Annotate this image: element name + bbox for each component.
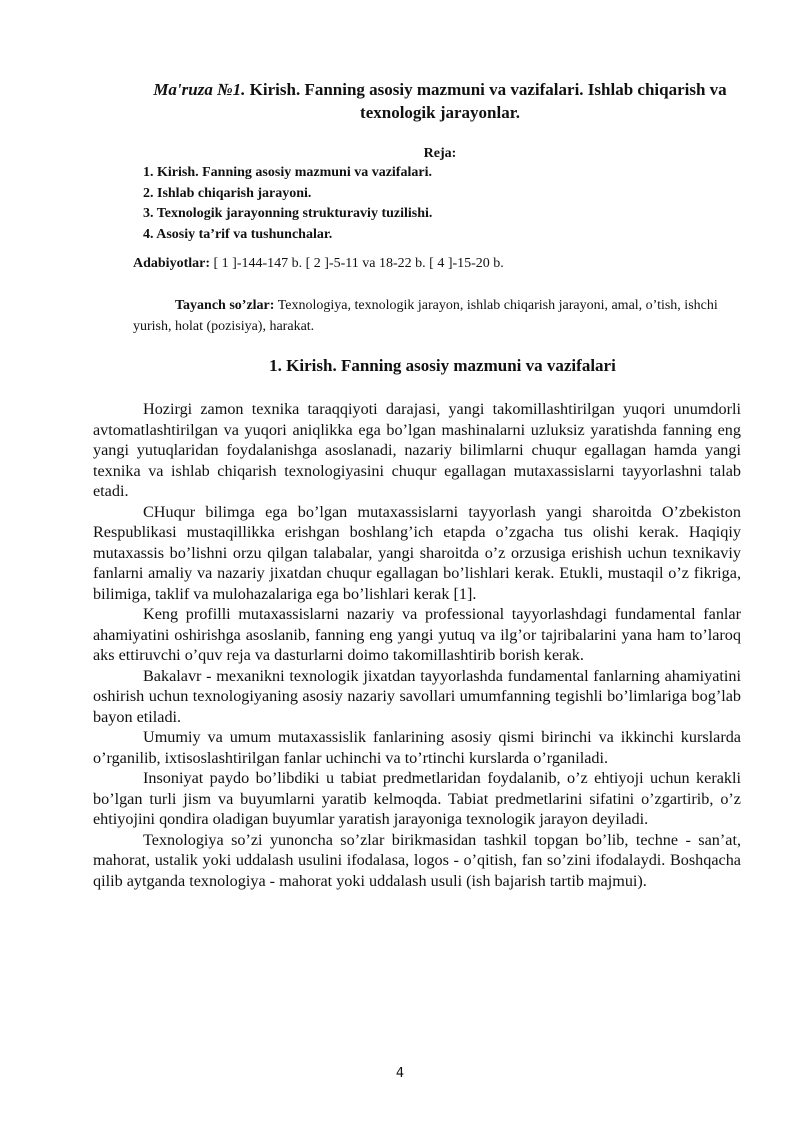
plan-item: 1. Kirish. Fanning asosiy mazmuni va vazifalari. (143, 165, 432, 180)
literature-text: [ 1 ]-144-147 b. [ 2 ]-5-11 va 18-22 b. [ 4 ]-15-20 b. (213, 256, 504, 271)
plan-list (143, 163, 432, 245)
keywords-text: Texnologiya, texnologik jarayon, ishlab chiqarish jarayoni, amal, o’tish, ishchi yurish, holat (pozisiya), harakat. (133, 298, 718, 334)
literature-label: Adabiyotlar: (133, 256, 210, 271)
lecture-title (150, 78, 730, 124)
paragraph: Hozirgi zamon texnika taraqqiyoti darajasi, yangi takomillashtirilgan yuqori unumdorli avtomatlashtirilgan va yuqori aniqlikka ega bo’lgan mashinalarni uzluksiz yaratishda fanning eng yangi yutuqlaridan foydalanishga asoslanadi, nazariy bilimlarni chuqur egallagan hamda yangi texnika va ishlab chiqarish texnologiyasini chuqur egallagan mutaxassislarni tayyorlashni talab etadi. (93, 400, 741, 500)
plan-item: 2. Ishlab chiqarish jarayoni. (143, 185, 312, 201)
keywords-block (133, 295, 733, 337)
body-text (93, 399, 741, 891)
plan-heading: Reja: (423, 146, 457, 161)
section-heading: 1. Kirish. Fanning asosiy mazmuni va vazifalari (269, 356, 616, 375)
lecture-title-text: Kirish. Fanning asosiy mazmuni va vazifalari. Ishlab chiqarish va texnologik jarayonlar. (249, 80, 727, 122)
plan-item: 4. Asosiy ta’rif va tushunchalar. (143, 226, 333, 242)
paragraph: Insoniyat paydo bo’libdiki u tabiat predmetlaridan foydalanib, o’z ehtiyoji uchun kerakli bo’lgan turli jism va buyumlarni yaratib kelmoqda. Tabiat predmetlarini sifatini o’zgartirib, o’z ehtiyojini qondira oladigan buyumlar yaratish jarayoniga texnologik jarayon deyiladi. (93, 769, 741, 828)
literature-line (133, 256, 504, 272)
paragraph: Bakalavr - mexanikni texnologik jixatdan tayyorlashda fundamental fanlarning ahamiyatini oshirish uchun texnologiyaning asosiy nazariy savollari umumfanning tegishli bo’limlariga bog’lab bayon etiladi. (93, 666, 741, 726)
page-number: 4 (395, 1066, 405, 1081)
paragraph: Texnologiya so’zi yunoncha so’zlar birikmasidan tashkil topgan bo’lib, techne - san’at, mahorat, ustalik yoki uddalash usulini ifodalasa, logos - o’qitish, fan so’zini ifodalaydi. Boshqacha qilib aytganda texnologiya - mahorat yoki uddalash usuli (ish bajarish tartib majmui). (93, 830, 741, 890)
paragraph: Umumiy va umum mutaxassislik fanlarining asosiy qismi birinchi va ikkinchi kurslarda o’rganilib, ixtisoslashtirilgan fanlar uchinchi va to’rtinchi kurslarda o’rganiladi. (93, 728, 741, 767)
paragraph: Keng profilli mutaxassislarni nazariy va professional tayyorlashdagi fundamental fanlar ahamiyatini oshirishga asoslanib, fanning eng yangi yutuq va ilg’or tajribalarini yana ham to’laroq aks ettiruvchi o’quv reja va dasturlarni doimo takomillashtirib borish kerak. (93, 605, 741, 664)
keywords-label: Tayanch so’zlar: (175, 298, 275, 313)
plan-item: 3. Texnologik jarayonning strukturaviy tuzilishi. (143, 206, 433, 221)
paragraph: CHuqur bilimga ega bo’lgan mutaxassislarni tayyorlash yangi sharoitda O’zbekiston Respublikasi mustaqillikka erishgan boshlang’ich etapda o’zgacha tus olishi kerak. Haqiqiy mutaxassis bo’lishni orzu qilgan talabalar, yangi sharoitda o’z orzusiga erishish uchun texnikaviy fanlarni amaliy va nazariy jixatdan chuqur egallagan bo’lishlari kerak. Etukli, mustaqil o’z fikriga, bilimiga, taklif va mulohazalariga ega bo’lishlari kerak [1]. (93, 502, 741, 603)
lecture-number: Ma'ruza №1. (153, 80, 246, 99)
